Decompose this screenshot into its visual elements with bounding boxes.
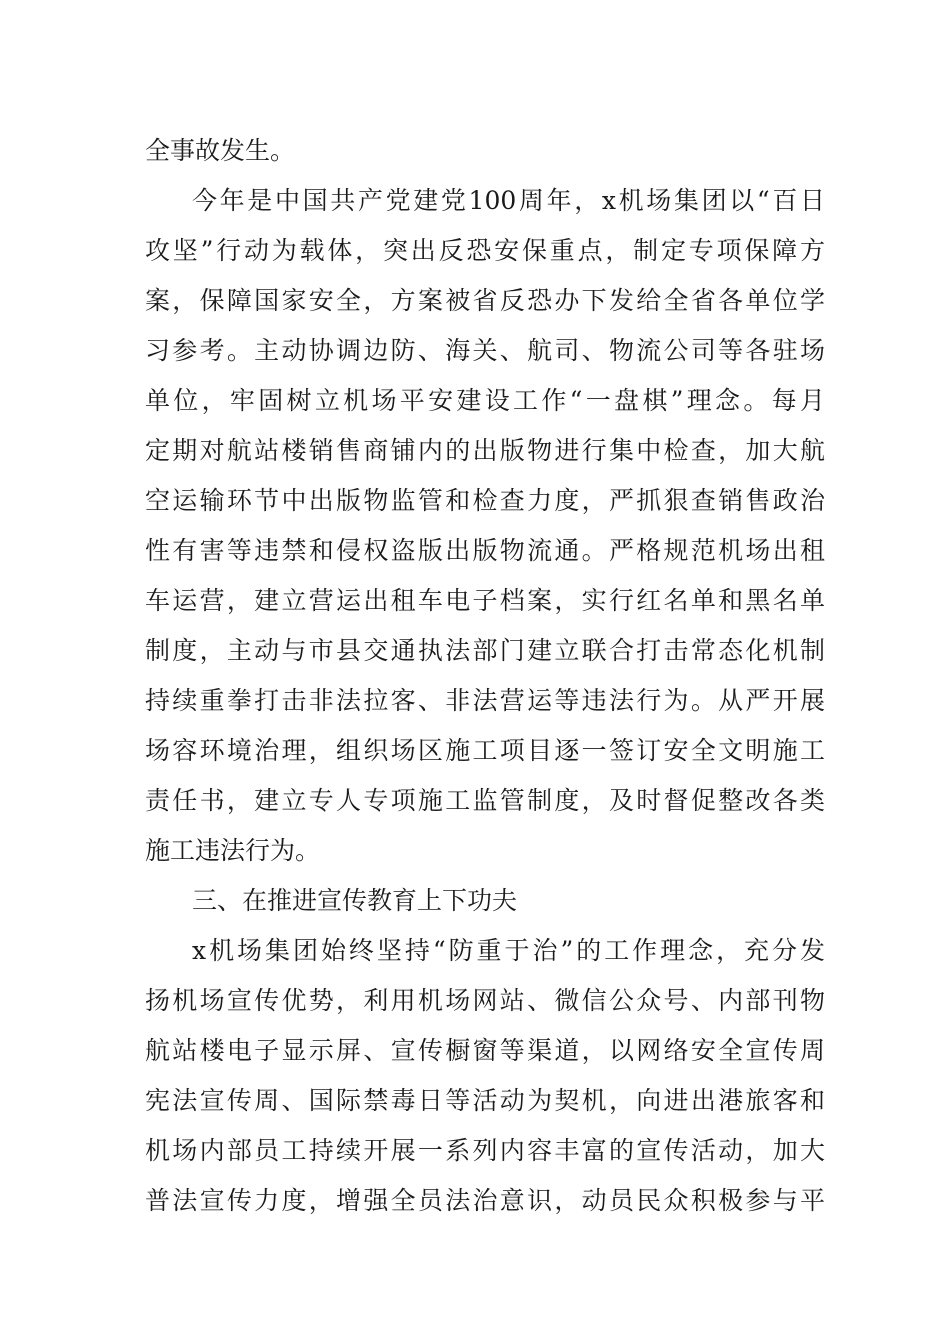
text-line: 定期对航站楼销售商铺内的出版物进行集中检查，加大航: [145, 436, 825, 465]
text-line: 车运营，建立营运出租车电子档案，实行红名单和黑名单: [145, 586, 825, 615]
text-line: 空运输环节中出版物监管和检查力度，严抓狠查销售政治: [145, 486, 825, 515]
text-line: 普法宣传力度，增强全员法治意识，动员民众积极参与平: [145, 1186, 825, 1215]
text-line: 今年是中国共产党建党100周年，x机场集团以“百日: [192, 186, 825, 215]
text-line: 机场内部员工持续开展一系列内容丰富的宣传活动，加大: [145, 1136, 825, 1165]
text-line: 案，保障国家安全，方案被省反恐办下发给全省各单位学: [145, 286, 825, 315]
text-line: 持续重拳打击非法拉客、非法营运等违法行为。从严开展: [145, 686, 825, 715]
text-line: 航站楼电子显示屏、宣传橱窗等渠道，以网络安全宣传周: [145, 1036, 825, 1065]
text-line: 责任书，建立专人专项施工监管制度，及时督促整改各类: [145, 786, 825, 815]
text-line: 性有害等违禁和侵权盗版出版物流通。严格规范机场出租: [145, 536, 825, 565]
text-line: 扬机场宣传优势，利用机场网站、微信公众号、内部刊物: [145, 986, 825, 1015]
text-line: 习参考。主动协调边防、海关、航司、物流公司等各驻场: [145, 336, 825, 365]
text-line: 宪法宣传周、国际禁毒日等活动为契机，向进出港旅客和: [145, 1086, 825, 1115]
text-line: 全事故发生。: [145, 136, 296, 165]
text-line: 施工违法行为。: [145, 836, 321, 865]
text-line: 单位，牢固树立机场平安建设工作“一盘棋”理念。每月: [145, 386, 825, 415]
text-line: 制度，主动与市县交通执法部门建立联合打击常态化机制: [145, 636, 825, 665]
text-line: x机场集团始终坚持“防重于治”的工作理念，充分发: [192, 936, 825, 965]
text-line: 攻坚”行动为载体，突出反恐安保重点，制定专项保障方: [145, 236, 825, 265]
text-line: 场容环境治理，组织场区施工项目逐一签订安全文明施工: [145, 736, 825, 765]
section-heading: 三、在推进宣传教育上下功夫: [192, 886, 518, 915]
